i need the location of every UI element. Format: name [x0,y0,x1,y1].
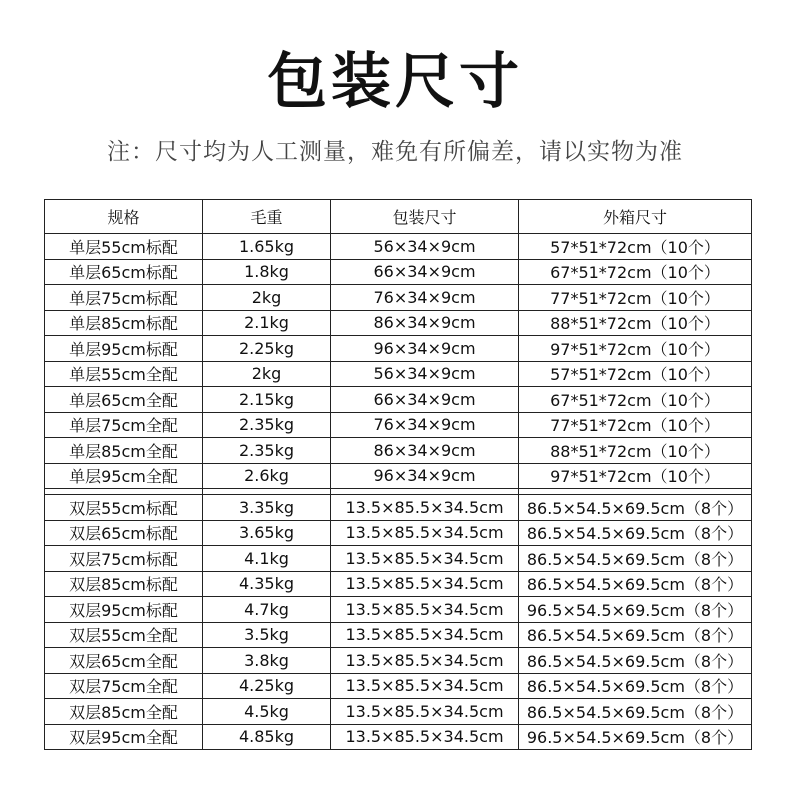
table-row [45,546,752,572]
cell-spec: 双层85cm标配 [45,571,203,597]
cell-spec: 双层75cm标配 [45,546,203,572]
cell-package-size: 13.5×85.5×34.5cm [331,597,519,623]
cell-carton-size: 86.5×54.5×69.5cm（8个） [519,673,752,699]
header-package-size: 包装尺寸 [331,200,519,234]
table-row [45,463,752,489]
cell-spec: 单层55cm标配 [45,234,203,260]
cell-carton-size: 97*51*72cm（10个） [519,463,752,489]
table-row [45,412,752,438]
cell-spec: 单层85cm标配 [45,310,203,336]
cell-gross-weight: 4.5kg [203,699,331,725]
cell-carton-size: 88*51*72cm（10个） [519,310,752,336]
cell-gross-weight: 4.7kg [203,597,331,623]
cell-gross-weight: 2.15kg [203,387,331,413]
table-row [45,673,752,699]
table-row [45,648,752,674]
table-row [45,259,752,285]
cell-spec: 单层75cm标配 [45,285,203,311]
cell-spec: 双层95cm标配 [45,597,203,623]
cell-spec: 单层95cm全配 [45,463,203,489]
table-header-row [45,200,752,234]
cell-package-size: 13.5×85.5×34.5cm [331,622,519,648]
cell-gross-weight: 2.6kg [203,463,331,489]
cell-spec: 单层55cm全配 [45,361,203,387]
cell-package-size: 13.5×85.5×34.5cm [331,724,519,750]
page-title: 包装尺寸 [267,47,523,117]
cell-carton-size: 57*51*72cm（10个） [519,361,752,387]
cell-gross-weight: 2.25kg [203,336,331,362]
cell-spec: 双层65cm标配 [45,520,203,546]
table-row [45,234,752,260]
cell-package-size: 13.5×85.5×34.5cm [331,648,519,674]
cell-carton-size: 96.5×54.5×69.5cm（8个） [519,724,752,750]
cell-spec: 双层65cm全配 [45,648,203,674]
cell-gross-weight: 4.35kg [203,571,331,597]
cell-gross-weight: 4.1kg [203,546,331,572]
cell-carton-size: 96.5×54.5×69.5cm（8个） [519,597,752,623]
cell-spec: 双层95cm全配 [45,724,203,750]
cell-package-size: 96×34×9cm [331,336,519,362]
cell-package-size: 96×34×9cm [331,463,519,489]
cell-carton-size: 86.5×54.5×69.5cm（8个） [519,571,752,597]
cell-gross-weight: 2.1kg [203,310,331,336]
cell-package-size: 76×34×9cm [331,412,519,438]
cell-carton-size: 88*51*72cm（10个） [519,438,752,464]
table-row [45,438,752,464]
table-row [45,724,752,750]
cell-gross-weight: 2.35kg [203,412,331,438]
cell-gross-weight: 4.25kg [203,673,331,699]
header-gross-weight: 毛重 [203,200,331,234]
cell-gross-weight: 1.8kg [203,259,331,285]
table-row [45,361,752,387]
cell-carton-size: 97*51*72cm（10个） [519,336,752,362]
cell-package-size: 86×34×9cm [331,438,519,464]
cell-spec: 单层75cm全配 [45,412,203,438]
packaging-size-table [44,199,752,750]
cell-package-size: 66×34×9cm [331,259,519,285]
cell-gross-weight: 3.35kg [203,495,331,521]
table-row [45,597,752,623]
cell-carton-size: 67*51*72cm（10个） [519,387,752,413]
cell-gross-weight: 2kg [203,285,331,311]
measurement-note: 注：尺寸均为人工测量，难免有所偏差，请以实物为准 [107,139,683,165]
cell-carton-size: 86.5×54.5×69.5cm（8个） [519,622,752,648]
table-row [45,285,752,311]
table-row [45,387,752,413]
cell-spec: 单层65cm标配 [45,259,203,285]
table-row [45,310,752,336]
cell-spec: 单层85cm全配 [45,438,203,464]
cell-gross-weight: 1.65kg [203,234,331,260]
cell-package-size: 13.5×85.5×34.5cm [331,546,519,572]
cell-carton-size: 57*51*72cm（10个） [519,234,752,260]
cell-spec: 双层55cm标配 [45,495,203,521]
table-row [45,336,752,362]
cell-carton-size: 67*51*72cm（10个） [519,259,752,285]
table-row [45,622,752,648]
cell-package-size: 76×34×9cm [331,285,519,311]
cell-package-size: 13.5×85.5×34.5cm [331,495,519,521]
cell-carton-size: 86.5×54.5×69.5cm（8个） [519,699,752,725]
cell-package-size: 13.5×85.5×34.5cm [331,673,519,699]
cell-spec: 单层95cm标配 [45,336,203,362]
cell-carton-size: 86.5×54.5×69.5cm（8个） [519,546,752,572]
cell-spec: 单层65cm全配 [45,387,203,413]
cell-carton-size: 86.5×54.5×69.5cm（8个） [519,520,752,546]
header-spec: 规格 [45,200,203,234]
cell-spec: 双层85cm全配 [45,699,203,725]
cell-spec: 双层55cm全配 [45,622,203,648]
cell-package-size: 66×34×9cm [331,387,519,413]
table-row [45,520,752,546]
table-row [45,699,752,725]
cell-gross-weight: 4.85kg [203,724,331,750]
table-row [45,495,752,521]
table-row [45,571,752,597]
cell-package-size: 56×34×9cm [331,234,519,260]
cell-gross-weight: 2.35kg [203,438,331,464]
cell-gross-weight: 3.5kg [203,622,331,648]
cell-package-size: 13.5×85.5×34.5cm [331,520,519,546]
header-carton-size: 外箱尺寸 [519,200,752,234]
cell-gross-weight: 3.65kg [203,520,331,546]
cell-package-size: 13.5×85.5×34.5cm [331,699,519,725]
cell-carton-size: 86.5×54.5×69.5cm（8个） [519,648,752,674]
cell-package-size: 86×34×9cm [331,310,519,336]
cell-package-size: 13.5×85.5×34.5cm [331,571,519,597]
cell-package-size: 56×34×9cm [331,361,519,387]
cell-gross-weight: 2kg [203,361,331,387]
cell-gross-weight: 3.8kg [203,648,331,674]
cell-spec: 双层75cm全配 [45,673,203,699]
cell-carton-size: 86.5×54.5×69.5cm（8个） [519,495,752,521]
cell-carton-size: 77*51*72cm（10个） [519,285,752,311]
cell-carton-size: 77*51*72cm（10个） [519,412,752,438]
